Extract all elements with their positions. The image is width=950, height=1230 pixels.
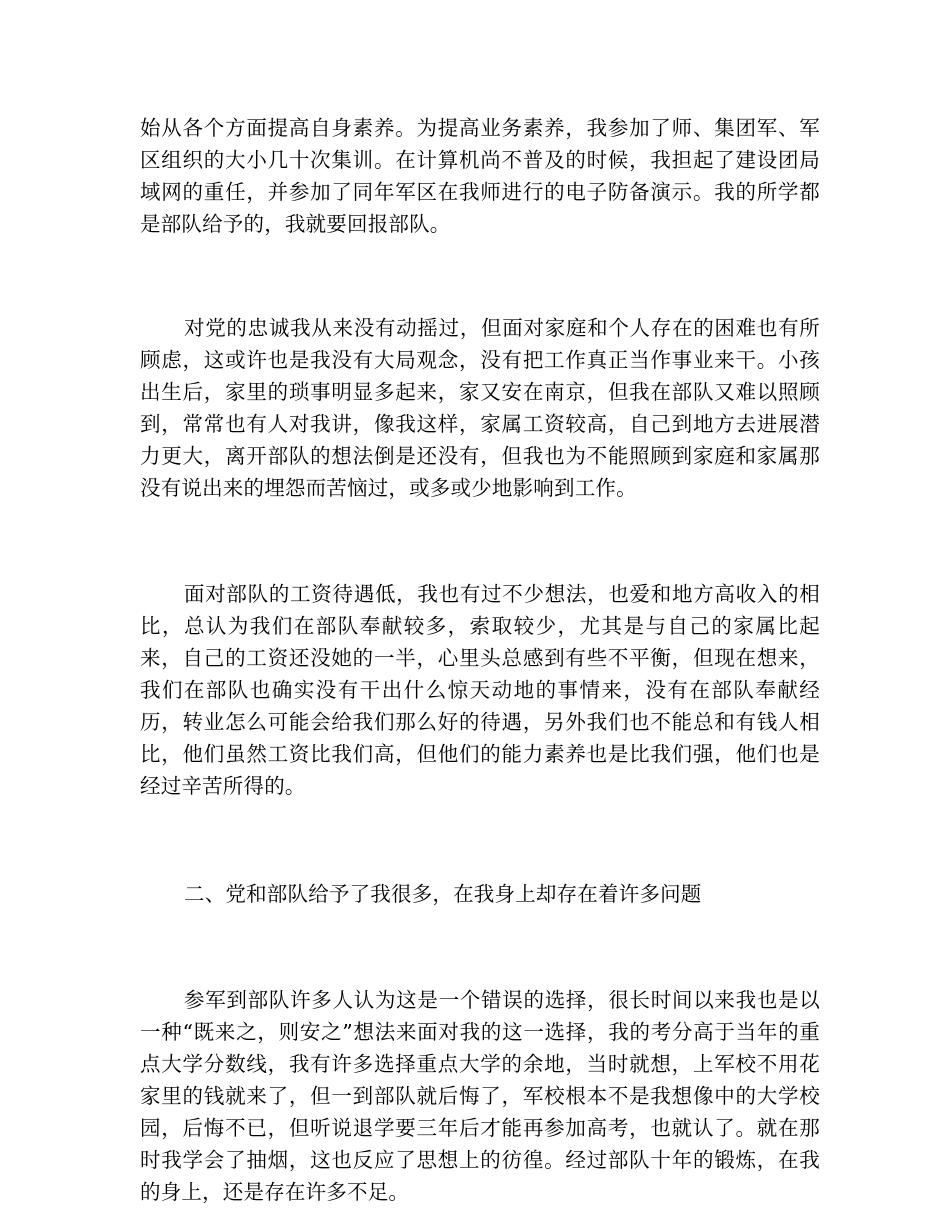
paragraph-spacer	[140, 240, 820, 312]
paragraph-spacer	[140, 802, 820, 878]
paragraph-enlistment: 参军到部队许多人认为这是一个错误的选择，很长时间以来我也是以一种“既来之，则安之”想法来面对我的这一选择，我的考分高于当年的重点大学分数线，我有许多选择重点大学的余地，当时就想，上军校不用花家里的钱就来了，但一到部队就后悔了，军校根本不是我想像中的大学校园，后悔不已，但听说退学要三年后才能再参加高考，也就认了。就在那时我学会了抽烟，这也反应了思想上的彷徨。经过部队十年的锻炼，在我的身上，还是存在许多不足。	[140, 988, 820, 1204]
paragraph-spacer	[140, 504, 820, 578]
section-heading: 二、党和部队给予了我很多，在我身上却存在着许多问题	[184, 882, 702, 906]
paragraph-loyalty: 对党的忠诚我从来没有动摇过，但面对家庭和个人存在的困难也有所顾虑，这或许也是我没有大局观念，没有把工作真正当作事业来干。小孩出生后，家里的琐事明显多起来，家又安在南京，但我在部队又难以照顾到，常常也有人对我讲，像我这样，家属工资较高，自己到地方去进展潜力更大，离开部队的想法倒是还没有，但我也为不能照顾到家庭和家属那没有说出来的埋怨而苦恼过，或多或少地影响到工作。	[140, 316, 820, 500]
document-page	[140, 112, 820, 1208]
paragraph-spacer	[140, 910, 820, 984]
paragraph-continuation: 始从各个方面提高自身素养。为提高业务素养，我参加了师、集团军、军区组织的大小几十次集训。在计算机尚不普及的时候，我担起了建设团局域网的重任，并参加了同年军区在我师进行的电子防备演示。我的所学都是部队给予的，我就要回报部队。	[140, 116, 820, 236]
paragraph-salary: 面对部队的工资待遇低，我也有过不少想法，也爱和地方高收入的相比，总认为我们在部队奉献较多，索取较少，尤其是与自己的家属比起来，自己的工资还没她的一半，心里头总感到有些不平衡，但现在想来，我们在部队也确实没有干出什么惊天动地的事情来，没有在部队奉献经历，转业怎么可能会给我们那么好的待遇，另外我们也不能总和有钱人相比，他们虽然工资比我们高，但他们的能力素养也是比我们强，他们也是经过辛苦所得的。	[140, 582, 820, 798]
